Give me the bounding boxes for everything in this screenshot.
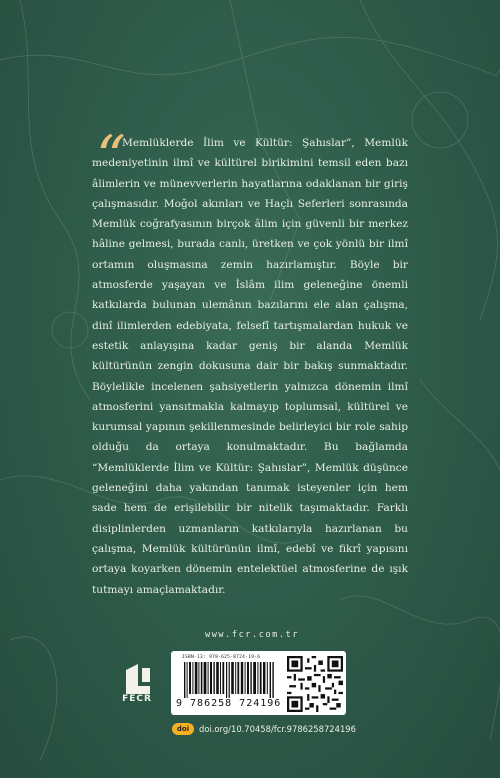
isbn-label: ISBN-13: 978-625-8724-19-6 (182, 655, 261, 660)
isbn-digits: 9 786258 724196 (176, 698, 282, 709)
doi-icon: doi (172, 723, 194, 735)
book-description (92, 133, 408, 600)
description-text: Memlüklerde İlim ve Kültür: Şahıslar”, Memlük medeniyetinin ilmî ve kültürel birikimini temsil eden bazı âlimlerin ve münevverlerin hayatlarına odaklanan bir giriş çalışmasıdır. Moğol akınları ve Haçlı Seferleri sonrasında Memlük coğrafyasının birçok âlim için güvenli bir merkez hâline gelmesi, burada canlı, üretken ve çok yönlü bir ilmî ortamın oluşmasına zemin hazırlamıştır. Böyle bir atmosferde yaşayan ve İslâm ilim geleneğine önemli katkılarda bulunan ulemânın bazılarını ele alan çalışma, dinî ilimlerden edebiyata, felsefî tartışmalardan hukuk ve estetik anlayışına kadar geniş bir alanda Memlük kültürünün zengin dokusuna dair bir bakış sunmaktadır. Böylelikle incelenen şahsiyetlerin yalnızca dönemin ilmî atmosferini yansıtmakla kalmayıp toplumsal, kültürel ve kurumsal yapının şekillenmesinde belirleyici bir role sahip olduğu da ortaya konulmaktadır. Bu bağlamda “Memlüklerde İlim ve Kültür: Şahıslar”, Memlük düşünce geleneğini daha yakından tanımak isteyenler için hem sade hem de erişilebilir bir nitelik taşımaktadır. Farklı disiplinlerden uzmanların katkılarıyla hazırlanan bu çalışma, Memlük kültürünün ilmî, edebî ve fikrî yapısını ortaya koyarken dönemin entelektüel atmosferine de ışık tutmayı amaçlamaktadır. (92, 137, 408, 596)
publisher-logo-text: FECR (122, 694, 152, 704)
barcode-icon (184, 662, 276, 698)
publisher-website: www.fcr.com.tr (205, 630, 300, 640)
qr-code-icon (287, 656, 343, 712)
publisher-logo-icon (114, 660, 164, 712)
opening-quote-icon: “ (96, 123, 126, 191)
doi-link[interactable]: doi.org/10.70458/fcr.9786258724196 (199, 724, 356, 734)
doi-row (172, 723, 356, 735)
